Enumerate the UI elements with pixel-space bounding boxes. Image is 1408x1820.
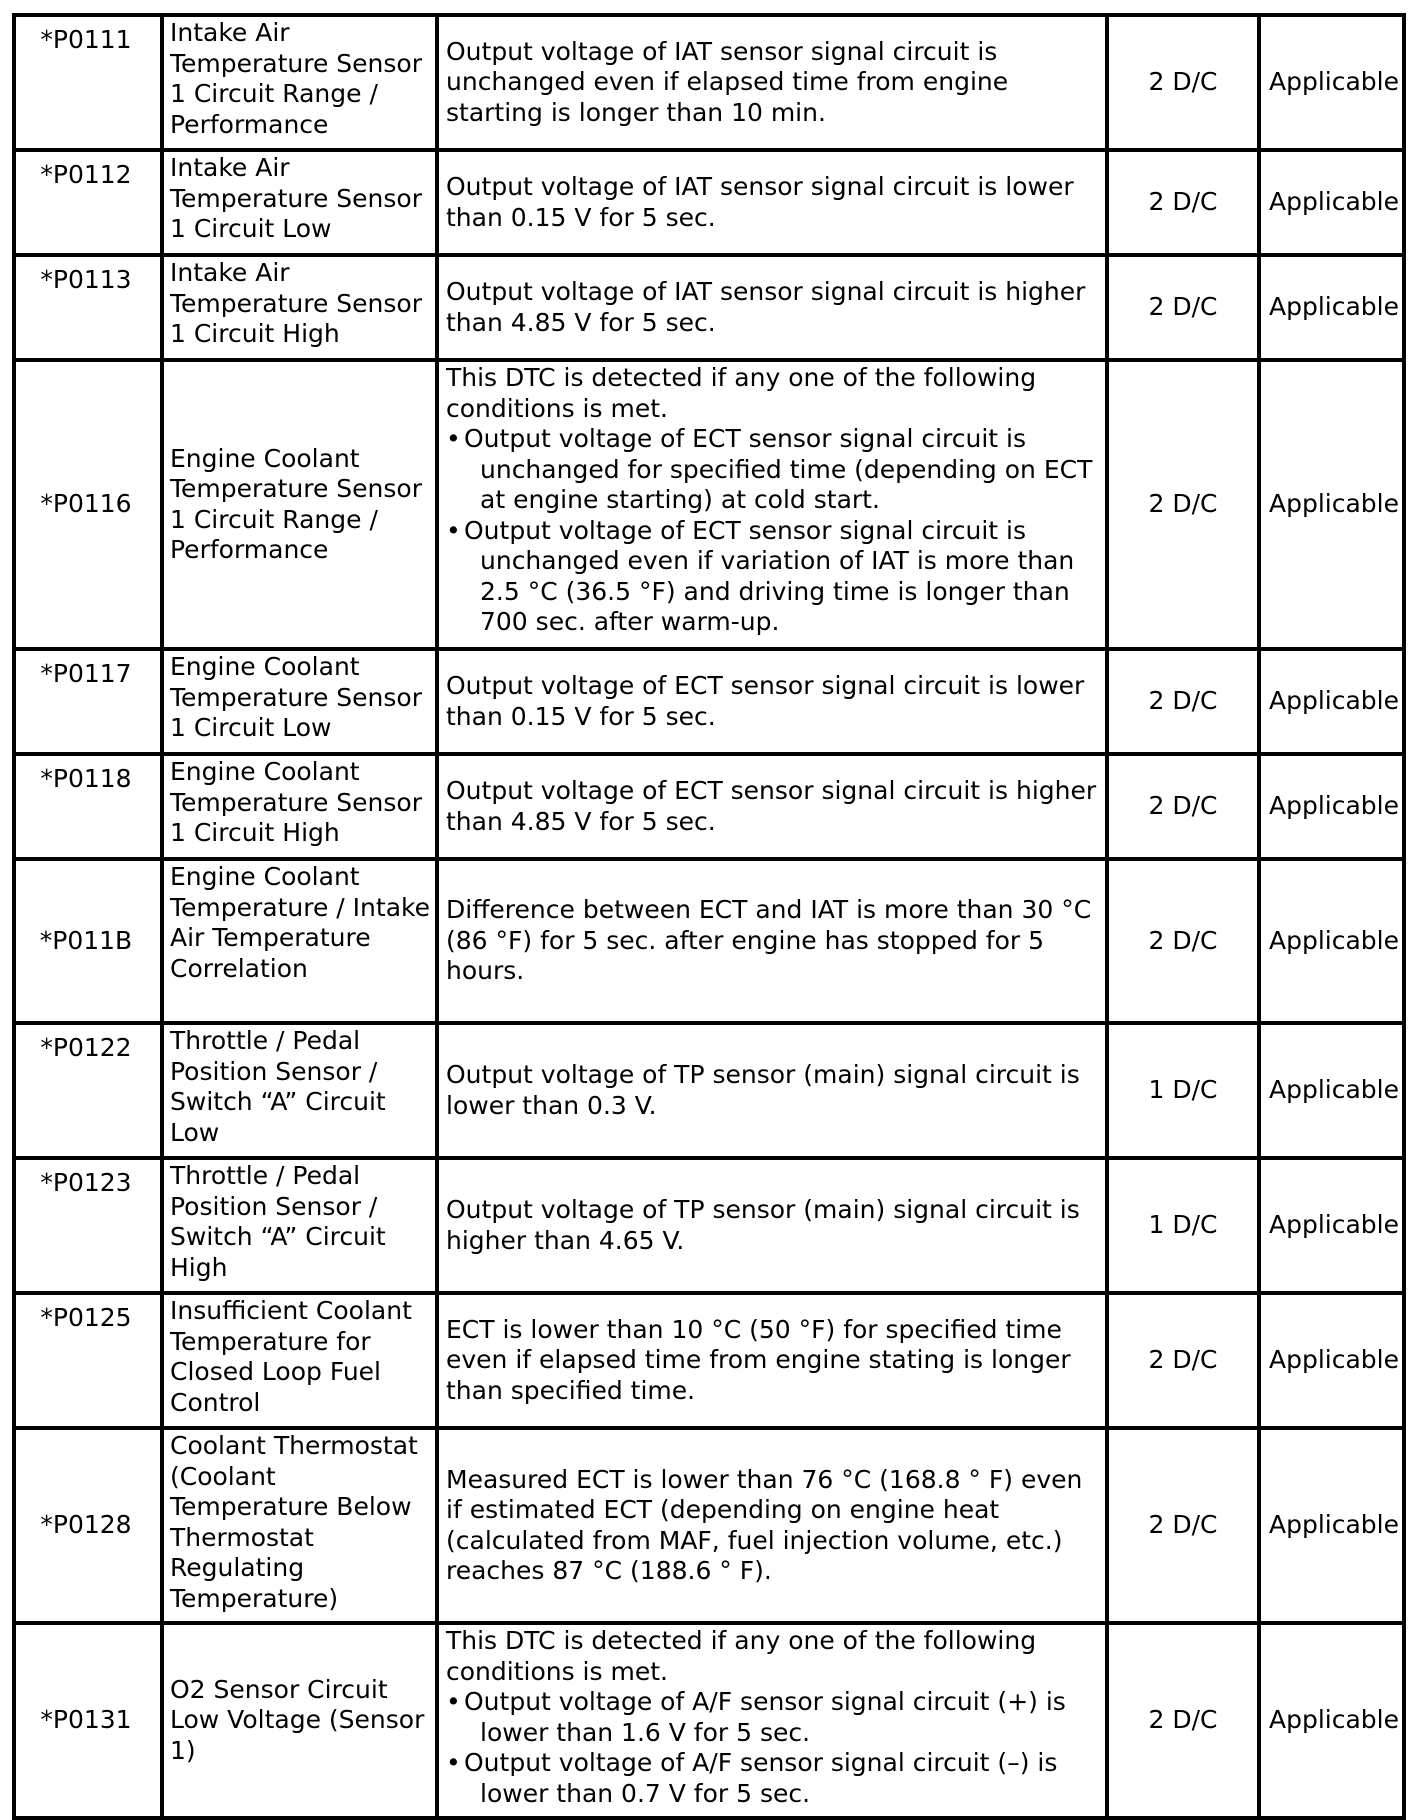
condition-bullet: • Output voltage of ECT sensor signal circuit is unchanged even if variation of IAT is more than 2.5 °C (36.5 °F) and driving time is longer than 700 sec. after warm-up.	[446, 516, 1099, 638]
detection-logic: 2 D/C	[1107, 754, 1259, 859]
dtc-code: *P0116	[14, 360, 162, 649]
dtc-code: *P0122	[14, 1023, 162, 1158]
table-row	[14, 150, 1404, 255]
table-row	[14, 1158, 1404, 1293]
detection-logic: 2 D/C	[1107, 859, 1259, 1023]
dtc-code: *P0123	[14, 1158, 162, 1293]
dtc-name: Engine Coolant Temperature Sensor 1 Circuit High	[162, 754, 437, 859]
dtc-code: *P0112	[14, 150, 162, 255]
dtc-name: Throttle / Pedal Position Sensor / Switch “A” Circuit High	[162, 1158, 437, 1293]
table-row	[14, 15, 1404, 150]
dtc-name: Throttle / Pedal Position Sensor / Switch “A” Circuit Low	[162, 1023, 437, 1158]
detection-logic: 2 D/C	[1107, 1623, 1259, 1818]
detection-condition: Difference between ECT and IAT is more than 30 °C (86 °F) for 5 sec. after engine has stopped for 5 hours.	[437, 859, 1107, 1023]
dtc-code: *P0111	[14, 15, 162, 150]
detection-logic: 2 D/C	[1107, 15, 1259, 150]
dtc-code: *P0128	[14, 1428, 162, 1623]
table-row	[14, 1023, 1404, 1158]
table-row	[14, 1293, 1404, 1428]
dtc-name: Engine Coolant Temperature Sensor 1 Circuit Range / Performance	[162, 360, 437, 649]
detection-condition: Output voltage of TP sensor (main) signal circuit is lower than 0.3 V.	[437, 1023, 1107, 1158]
dtc-name: Insufficient Coolant Temperature for Closed Loop Fuel Control	[162, 1293, 437, 1428]
table-row	[14, 754, 1404, 859]
dtc-table	[12, 13, 1406, 1820]
dtc-code: *P0117	[14, 649, 162, 754]
table-row	[14, 360, 1404, 649]
mil-status: Applicable	[1259, 1023, 1404, 1158]
detection-condition: Output voltage of IAT sensor signal circuit is unchanged even if elapsed time from engine starting is longer than 10 min.	[437, 15, 1107, 150]
table-row	[14, 255, 1404, 360]
detection-condition: Output voltage of IAT sensor signal circuit is higher than 4.85 V for 5 sec.	[437, 255, 1107, 360]
dtc-code: *P011B	[14, 859, 162, 1023]
dtc-code: *P0131	[14, 1623, 162, 1818]
dtc-name: O2 Sensor Circuit Low Voltage (Sensor 1)	[162, 1623, 437, 1818]
mil-status: Applicable	[1259, 150, 1404, 255]
mil-status: Applicable	[1259, 15, 1404, 150]
condition-bullet: • Output voltage of A/F sensor signal circuit (+) is lower than 1.6 V for 5 sec.	[446, 1687, 1099, 1748]
detection-condition	[437, 360, 1107, 649]
condition-intro: This DTC is detected if any one of the following conditions is met.	[446, 363, 1037, 423]
detection-logic: 2 D/C	[1107, 255, 1259, 360]
condition-intro: This DTC is detected if any one of the following conditions is met.	[446, 1626, 1037, 1686]
table-row	[14, 1623, 1404, 1818]
detection-logic: 2 D/C	[1107, 649, 1259, 754]
condition-bullet-list	[446, 424, 1099, 638]
mil-status: Applicable	[1259, 754, 1404, 859]
detection-logic: 2 D/C	[1107, 1428, 1259, 1623]
dtc-name: Coolant Thermostat (Coolant Temperature Below Thermostat Regulating Temperature)	[162, 1428, 437, 1623]
detection-condition: Measured ECT is lower than 76 °C (168.8 ° F) even if estimated ECT (depending on engine heat (calculated from MAF, fuel injection volume, etc.) reaches 87 °C (188.6 ° F).	[437, 1428, 1107, 1623]
dtc-code: *P0113	[14, 255, 162, 360]
dtc-name: Intake Air Temperature Sensor 1 Circuit Low	[162, 150, 437, 255]
condition-bullet: • Output voltage of ECT sensor signal circuit is unchanged for specified time (depending on ECT at engine starting) at cold start.	[446, 424, 1099, 516]
detection-logic: 2 D/C	[1107, 1293, 1259, 1428]
mil-status: Applicable	[1259, 1158, 1404, 1293]
detection-condition: Output voltage of ECT sensor signal circuit is lower than 0.15 V for 5 sec.	[437, 649, 1107, 754]
mil-status: Applicable	[1259, 255, 1404, 360]
detection-condition: Output voltage of ECT sensor signal circuit is higher than 4.85 V for 5 sec.	[437, 754, 1107, 859]
detection-condition: Output voltage of TP sensor (main) signal circuit is higher than 4.65 V.	[437, 1158, 1107, 1293]
mil-status: Applicable	[1259, 859, 1404, 1023]
dtc-name: Intake Air Temperature Sensor 1 Circuit High	[162, 255, 437, 360]
mil-status: Applicable	[1259, 649, 1404, 754]
dtc-name: Intake Air Temperature Sensor 1 Circuit Range / Performance	[162, 15, 437, 150]
table-row	[14, 1428, 1404, 1623]
detection-condition	[437, 1623, 1107, 1818]
dtc-code: *P0118	[14, 754, 162, 859]
condition-bullet: • Output voltage of A/F sensor signal circuit (–) is lower than 0.7 V for 5 sec.	[446, 1748, 1099, 1809]
mil-status: Applicable	[1259, 1623, 1404, 1818]
mil-status: Applicable	[1259, 360, 1404, 649]
dtc-name: Engine Coolant Temperature / Intake Air Temperature Correlation	[162, 859, 437, 1023]
dtc-code: *P0125	[14, 1293, 162, 1428]
mil-status: Applicable	[1259, 1428, 1404, 1623]
detection-condition: Output voltage of IAT sensor signal circuit is lower than 0.15 V for 5 sec.	[437, 150, 1107, 255]
condition-bullet-list	[446, 1687, 1099, 1809]
dtc-name: Engine Coolant Temperature Sensor 1 Circuit Low	[162, 649, 437, 754]
detection-condition: ECT is lower than 10 °C (50 °F) for specified time even if elapsed time from engine stating is longer than specified time.	[437, 1293, 1107, 1428]
table-row	[14, 649, 1404, 754]
detection-logic: 2 D/C	[1107, 360, 1259, 649]
mil-status: Applicable	[1259, 1293, 1404, 1428]
detection-logic: 1 D/C	[1107, 1023, 1259, 1158]
table-row	[14, 859, 1404, 1023]
detection-logic: 2 D/C	[1107, 150, 1259, 255]
detection-logic: 1 D/C	[1107, 1158, 1259, 1293]
